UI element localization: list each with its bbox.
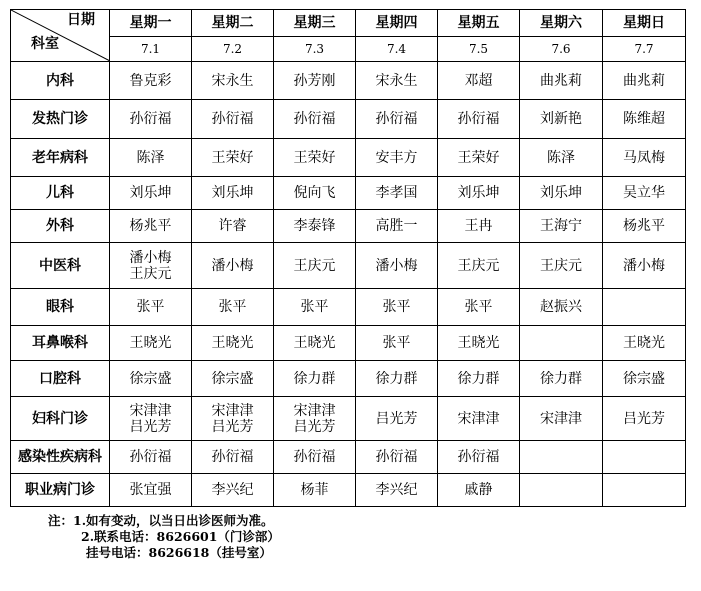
doctor-cell: 王晓光 [603, 326, 686, 361]
department-name: 儿科 [11, 177, 110, 210]
doctor-name: 宋津津 [293, 402, 336, 419]
doctor-cell: 张平 [274, 289, 356, 326]
doctor-cell: 倪向飞 [274, 177, 356, 210]
doctor-cell: 孙衍福 [356, 100, 438, 139]
day-date-header: 7.6 [520, 36, 603, 62]
doctor-cell: 潘小梅 [603, 243, 686, 289]
doctor-cell [520, 326, 603, 361]
notes-block [48, 513, 280, 561]
doctor-cell: 孙衍福 [438, 100, 520, 139]
doctor-cell: 王庆元 [438, 243, 520, 289]
department-name: 职业病门诊 [11, 474, 110, 507]
doctor-cell: 邓超 [438, 62, 520, 100]
department-name: 眼科 [11, 289, 110, 326]
doctor-cell: 孙衍福 [274, 100, 356, 139]
schedule-row [11, 397, 686, 441]
schedule-row [11, 326, 686, 361]
department-name: 耳鼻喉科 [11, 326, 110, 361]
doctor-cell: 吕光芳 [356, 397, 438, 441]
doctor-cell: 鲁克彩 [110, 62, 192, 100]
doctor-cell: 王荣好 [192, 139, 274, 177]
day-name-header: 星期日 [603, 10, 686, 37]
doctor-cell: 王庆元 [274, 243, 356, 289]
doctor-cell [110, 397, 192, 441]
doctor-name: 宋津津 [211, 402, 254, 419]
day-name-header: 星期四 [356, 10, 438, 37]
doctor-cell: 孙衍福 [356, 441, 438, 474]
department-name: 口腔科 [11, 361, 110, 397]
doctor-cell: 马凤梅 [603, 139, 686, 177]
doctor-cell: 孙衍福 [110, 100, 192, 139]
doctor-cell: 张平 [192, 289, 274, 326]
doctor-cell: 李孝国 [356, 177, 438, 210]
doctor-name: 吕光芳 [211, 418, 254, 435]
doctor-cell: 杨菲 [274, 474, 356, 507]
doctor-cell: 刘新艳 [520, 100, 603, 139]
doctor-name: 吕光芳 [129, 418, 172, 435]
doctor-cell: 吴立华 [603, 177, 686, 210]
day-date-header: 7.2 [192, 36, 274, 62]
doctor-cell: 李泰锋 [274, 210, 356, 243]
day-date-header: 7.4 [356, 36, 438, 62]
doctor-cell: 王晓光 [192, 326, 274, 361]
doctor-cell: 刘乐坤 [110, 177, 192, 210]
doctor-cell: 王荣好 [274, 139, 356, 177]
doctor-cell: 曲兆莉 [603, 62, 686, 100]
doctor-cell: 李兴纪 [356, 474, 438, 507]
department-name: 外科 [11, 210, 110, 243]
doctor-cell: 张平 [110, 289, 192, 326]
doctor-cell: 孙衍福 [438, 441, 520, 474]
doctor-cell: 潘小梅 [356, 243, 438, 289]
doctor-cell: 孙衍福 [274, 441, 356, 474]
schedule-row [11, 474, 686, 507]
schedule-row [11, 100, 686, 139]
doctor-cell: 杨兆平 [603, 210, 686, 243]
doctor-name: 王庆元 [129, 265, 172, 282]
doctor-cell: 王庆元 [520, 243, 603, 289]
doctor-cell: 吕光芳 [603, 397, 686, 441]
note-line-1: 注：1.如有变动，以当日出诊医师为准。 [48, 513, 274, 528]
doctor-cell: 高胜一 [356, 210, 438, 243]
doctor-cell: 刘乐坤 [192, 177, 274, 210]
doctor-cell: 王晓光 [438, 326, 520, 361]
day-name-header: 星期三 [274, 10, 356, 37]
doctor-cell: 刘乐坤 [520, 177, 603, 210]
schedule-row [11, 62, 686, 100]
doctor-cell: 安丰方 [356, 139, 438, 177]
schedule-row [11, 441, 686, 474]
doctor-cell: 戚静 [438, 474, 520, 507]
doctor-cell: 徐宗盛 [192, 361, 274, 397]
day-name-header: 星期一 [110, 10, 192, 37]
doctor-cell [192, 397, 274, 441]
schedule-row [11, 210, 686, 243]
doctor-cell: 孙衍福 [110, 441, 192, 474]
doctor-cell: 王晓光 [110, 326, 192, 361]
doctor-cell: 刘乐坤 [438, 177, 520, 210]
doctor-cell: 张平 [438, 289, 520, 326]
schedule-row [11, 361, 686, 397]
doctor-cell: 陈维超 [603, 100, 686, 139]
doctor-cell: 孙芳刚 [274, 62, 356, 100]
doctor-cell: 张平 [356, 326, 438, 361]
day-name-header: 星期二 [192, 10, 274, 37]
day-date-header: 7.7 [603, 36, 686, 62]
schedule-body [11, 10, 686, 507]
header-row-dates [11, 36, 686, 62]
note-line-2: 2.联系电话：8626601（门诊部） [81, 529, 280, 544]
department-name: 内科 [11, 62, 110, 100]
doctor-name: 潘小梅 [129, 249, 172, 266]
doctor-cell: 赵振兴 [520, 289, 603, 326]
doctor-cell: 潘小梅 [192, 243, 274, 289]
doctor-cell: 孙衍福 [192, 100, 274, 139]
doctor-cell: 徐力群 [438, 361, 520, 397]
doctor-cell: 张宜强 [110, 474, 192, 507]
schedule-row [11, 139, 686, 177]
doctor-cell: 许睿 [192, 210, 274, 243]
doctor-cell: 张平 [356, 289, 438, 326]
schedule-row [11, 177, 686, 210]
day-name-header: 星期五 [438, 10, 520, 37]
note-line-3: 挂号电话：8626618（挂号室） [86, 545, 272, 560]
doctor-cell: 陈泽 [520, 139, 603, 177]
doctor-cell [603, 441, 686, 474]
doctor-cell: 孙衍福 [192, 441, 274, 474]
doctor-cell [520, 474, 603, 507]
header-row-days [11, 10, 686, 37]
doctor-cell [520, 441, 603, 474]
corner-date-label: 日期 [67, 12, 95, 28]
department-name: 感染性疾病科 [11, 441, 110, 474]
doctor-cell: 徐力群 [356, 361, 438, 397]
doctor-cell: 徐力群 [274, 361, 356, 397]
day-name-header: 星期六 [520, 10, 603, 37]
day-date-header: 7.1 [110, 36, 192, 62]
duty-schedule-table [10, 9, 686, 507]
department-name: 中医科 [11, 243, 110, 289]
doctor-cell: 王冉 [438, 210, 520, 243]
day-date-header: 7.3 [274, 36, 356, 62]
doctor-cell: 徐宗盛 [603, 361, 686, 397]
schedule-row [11, 243, 686, 289]
doctor-cell [603, 474, 686, 507]
doctor-cell: 杨兆平 [110, 210, 192, 243]
doctor-cell: 宋津津 [438, 397, 520, 441]
corner-dept-label: 科室 [31, 36, 59, 52]
day-date-header: 7.5 [438, 36, 520, 62]
doctor-name: 吕光芳 [293, 418, 336, 435]
doctor-cell [603, 289, 686, 326]
doctor-cell [274, 397, 356, 441]
schedule-row [11, 289, 686, 326]
doctor-cell: 宋津津 [520, 397, 603, 441]
doctor-cell: 曲兆莉 [520, 62, 603, 100]
department-name: 发热门诊 [11, 100, 110, 139]
doctor-cell: 宋永生 [356, 62, 438, 100]
doctor-cell: 王荣好 [438, 139, 520, 177]
doctor-cell: 陈泽 [110, 139, 192, 177]
doctor-cell: 宋永生 [192, 62, 274, 100]
doctor-cell: 李兴纪 [192, 474, 274, 507]
corner-header [11, 10, 110, 62]
doctor-cell: 徐力群 [520, 361, 603, 397]
doctor-name: 宋津津 [129, 402, 172, 419]
department-name: 妇科门诊 [11, 397, 110, 441]
doctor-cell [110, 243, 192, 289]
doctor-cell: 王晓光 [274, 326, 356, 361]
doctor-cell: 王海宁 [520, 210, 603, 243]
department-name: 老年病科 [11, 139, 110, 177]
doctor-cell: 徐宗盛 [110, 361, 192, 397]
